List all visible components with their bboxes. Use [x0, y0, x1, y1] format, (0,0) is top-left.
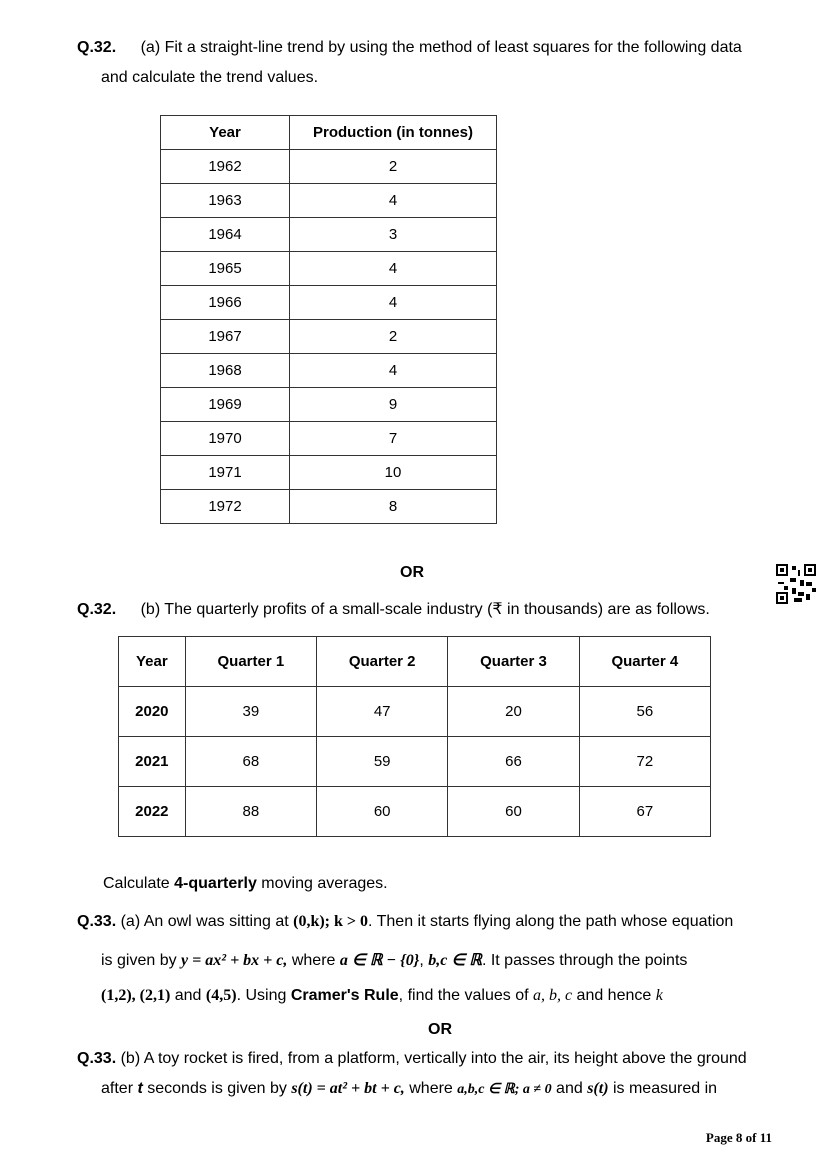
profit-cell: 60	[448, 787, 579, 837]
quarterly-profit-table	[118, 636, 711, 837]
production-cell: 8	[290, 490, 497, 524]
profit-cell: 47	[317, 687, 448, 737]
profit-cell: 66	[448, 737, 579, 787]
year-cell: 1971	[161, 456, 290, 490]
profit-cell: 39	[185, 687, 316, 737]
col-header: Quarter 2	[317, 637, 448, 687]
math-point: (4,5)	[205, 987, 237, 1004]
profit-cell: 67	[579, 787, 710, 837]
year-cell: 1972	[161, 490, 290, 524]
table-row	[161, 422, 497, 456]
table-row	[161, 252, 497, 286]
table-row	[161, 388, 497, 422]
production-cell: 3	[290, 218, 497, 252]
question-number: Q.32.	[77, 39, 117, 56]
q32b-instruction: Calculate 4-quarterly moving averages.	[103, 875, 388, 892]
production-table	[160, 115, 497, 524]
production-cell: 9	[290, 388, 497, 422]
year-cell: 1963	[161, 184, 290, 218]
or-divider: OR	[400, 564, 424, 581]
q32a-line1	[77, 39, 742, 57]
production-cell: 2	[290, 150, 497, 184]
profit-cell: 20	[448, 687, 579, 737]
table-row	[119, 787, 711, 837]
math-points: (1,2), (2,1)	[101, 987, 171, 1004]
question-number: Q.33.	[77, 1050, 117, 1067]
q32b-line1	[77, 599, 710, 619]
table-row	[161, 150, 497, 184]
year-cell: 1966	[161, 286, 290, 320]
year-cell: 1970	[161, 422, 290, 456]
profit-cell: 59	[317, 737, 448, 787]
q33b-line2: after t seconds is given by s(t) = at² + bt + c, where a,b,c ∈ ℝ; a ≠ 0 and s(t) is measured in	[101, 1080, 718, 1097]
production-cell: 4	[290, 252, 497, 286]
col-header: Quarter 1	[185, 637, 316, 687]
question-number: Q.33.	[77, 913, 117, 930]
math-equation: s(t) = at² + bt + c,	[291, 1080, 405, 1097]
or-divider: OR	[428, 1021, 452, 1038]
col-header-year: Year	[161, 116, 290, 150]
year-cell: 1967	[161, 320, 290, 354]
col-header: Quarter 3	[448, 637, 579, 687]
col-header-production: Production (in tonnes)	[290, 116, 497, 150]
production-cell: 4	[290, 184, 497, 218]
year-cell: 2022	[119, 787, 186, 837]
year-cell: 1964	[161, 218, 290, 252]
production-cell: 4	[290, 286, 497, 320]
table-row	[161, 218, 497, 252]
year-cell: 1968	[161, 354, 290, 388]
q33b-line1: Q.33. (b) A toy rocket is fired, from a platform, vertically into the air, its height above the ground	[77, 1050, 747, 1067]
year-cell: 2021	[119, 737, 186, 787]
table-row	[161, 490, 497, 524]
math-set: b,c ∈ ℝ	[428, 952, 482, 969]
col-header: Year	[119, 637, 186, 687]
year-cell: 2020	[119, 687, 186, 737]
math-point: (0,k); k > 0	[293, 913, 369, 930]
table-row	[119, 687, 711, 737]
question-text: (b) The quarterly profits of a small-scale industry (₹ in thousands) are as follows.	[140, 601, 710, 618]
table-row	[161, 456, 497, 490]
table-row	[161, 286, 497, 320]
q33a-line2: is given by y = ax² + bx + c, where a ∈ ℝ − {0}, b,c ∈ ℝ. It passes through the points	[101, 952, 688, 969]
profit-cell: 88	[185, 787, 316, 837]
table-row	[161, 354, 497, 388]
page-number: Page 8 of 11	[705, 1130, 772, 1145]
math-equation: y = ax² + bx + c,	[181, 952, 288, 969]
year-cell: 1962	[161, 150, 290, 184]
q33a-line1: Q.33. (a) An owl was sitting at (0,k); k > 0. Then it starts flying along the path whose equation	[77, 913, 734, 930]
production-cell: 10	[290, 456, 497, 490]
table-row	[161, 184, 497, 218]
question-text: (a) Fit a straight-line trend by using the method of least squares for the following data	[140, 39, 742, 56]
production-cell: 2	[290, 320, 497, 354]
q33a-line3: (1,2), (2,1) and (4,5). Using Cramer's Rule, find the values of a, b, c and hence k	[101, 987, 663, 1004]
col-header: Quarter 4	[579, 637, 710, 687]
profit-cell: 68	[185, 737, 316, 787]
production-cell: 7	[290, 422, 497, 456]
question-number: Q.32.	[77, 601, 117, 618]
math-set: a,b,c ∈ ℝ; a ≠ 0	[457, 1082, 552, 1097]
year-cell: 1965	[161, 252, 290, 286]
profit-cell: 56	[579, 687, 710, 737]
q32a-line2: and calculate the trend values.	[101, 69, 319, 86]
math-set: a ∈ ℝ − {0}	[339, 952, 420, 969]
production-cell: 4	[290, 354, 497, 388]
table-row	[161, 320, 497, 354]
qr-code-icon	[776, 564, 816, 604]
year-cell: 1969	[161, 388, 290, 422]
profit-cell: 60	[317, 787, 448, 837]
table-row	[119, 737, 711, 787]
profit-cell: 72	[579, 737, 710, 787]
